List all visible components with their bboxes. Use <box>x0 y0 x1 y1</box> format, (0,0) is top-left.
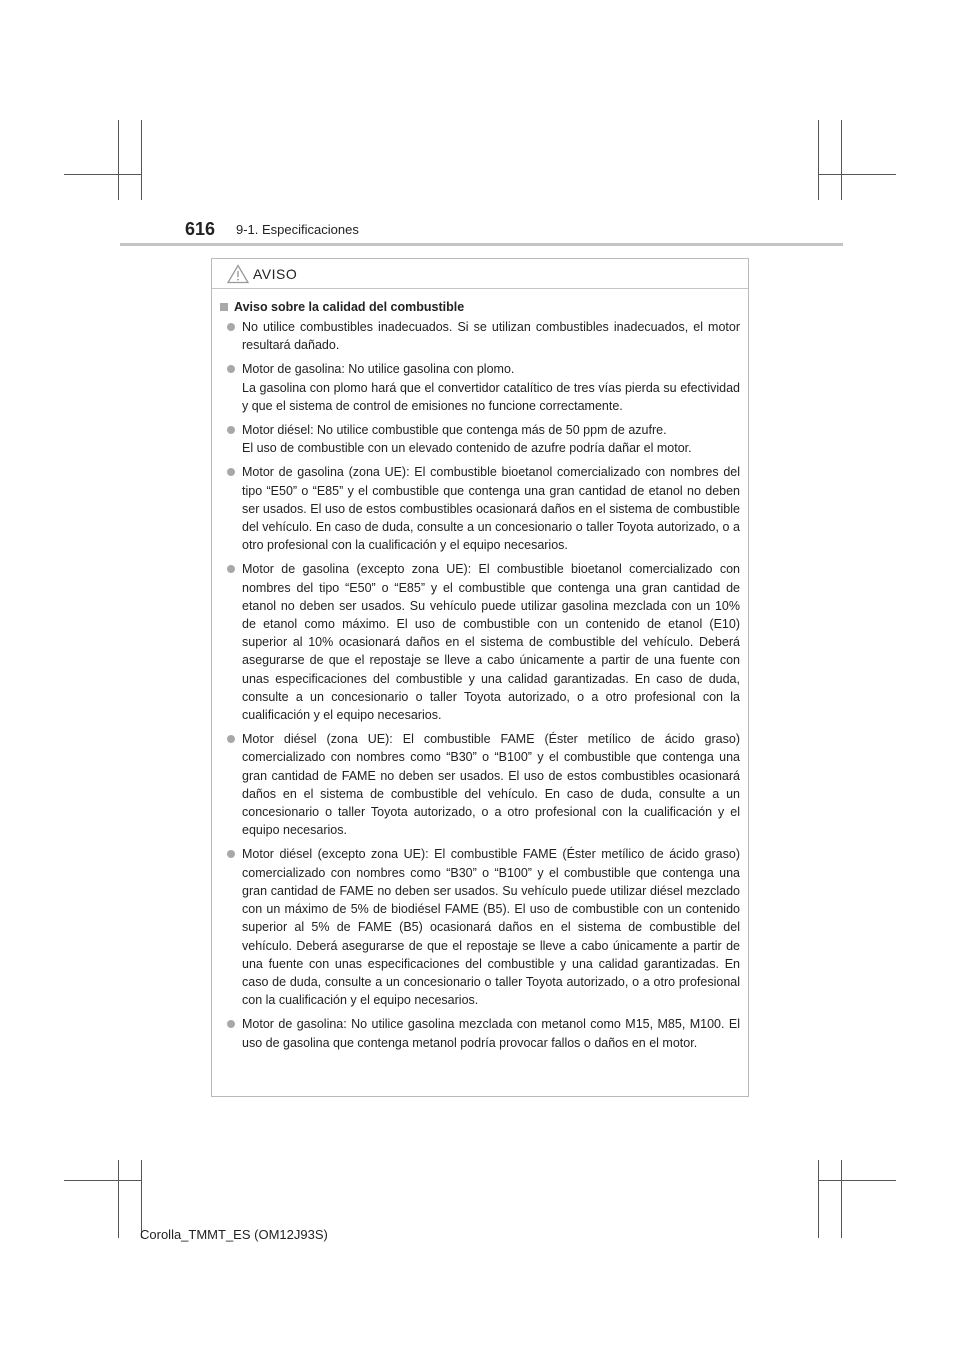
page-number: 616 <box>185 219 216 239</box>
crop-mark <box>841 120 842 200</box>
list-item <box>220 318 740 354</box>
bullet-dot-icon <box>227 365 235 373</box>
bullet-dot-icon <box>227 468 235 476</box>
bullet-dot-icon <box>227 323 235 331</box>
list-item-text: Motor de gasolina: No utilice gasolina con plomo. <box>242 362 515 377</box>
crop-mark <box>818 1180 896 1181</box>
warning-body <box>212 289 748 1052</box>
bullet-dot-icon <box>227 735 235 743</box>
list-item-text: Motor de gasolina: No utilice gasolina mezclada con metanol como M15, M85, M100. El uso de gasolina que contenga metanol podría provocar fallos o daños en el motor. <box>242 1017 740 1050</box>
list-item <box>220 360 740 415</box>
warning-box <box>211 258 749 1097</box>
list-item-text: Motor de gasolina (zona UE): El combustible bioetanol comercializado con nombres del tipo “E50” o “E85” y el combustible que contenga una gran cantidad de etanol no deben ser usados. El uso de estos combustibles ocasionará daños en el sistema de combustible del vehículo. En caso de duda, consulte a un concesionario o taller Toyota autorizado, o a otro profesional con la cualificación y el equipo necesarios. <box>242 465 740 553</box>
footer-code: Corolla_TMMT_ES (OM12J93S) <box>140 1227 328 1242</box>
crop-mark <box>118 120 119 200</box>
crop-mark <box>141 120 142 200</box>
list-item <box>220 730 740 839</box>
crop-mark <box>841 1160 842 1238</box>
square-bullet-icon <box>220 303 228 311</box>
warning-header <box>212 259 748 289</box>
list-item <box>220 421 740 457</box>
list-item-text: La gasolina con plomo hará que el convertidor catalítico de tres vías pierda su efectividad y que el sistema de control de emisiones no funcione correctamente. <box>242 380 740 413</box>
list-item-text: No utilice combustibles inadecuados. Si se utilizan combustibles inadecuados, el motor resultará dañado. <box>242 320 740 353</box>
crop-mark <box>818 174 896 175</box>
header-rule <box>120 243 843 246</box>
list-item-text: Motor diésel (excepto zona UE): El combustible FAME (Éster metílico de ácido graso) comercializado con nombres como “B30” o “B100” y el combustible que contenga una gran cantidad de FAME no deben ser usados. Su vehículo puede utilizar diésel mezclado con un máximo de 5% de biodiésel FAME (B5). El uso de combustible con un contenido superior al 5% de FAME (B5) ocasionará daños en el sistema de combustible del vehículo. Deberá asegurarse de que el repostaje se lleve a cabo únicamente a partir de una fuente con unas especificaciones del combustible y una calidad garantizadas. En caso de duda, consulte a un concesionario o taller Toyota autorizado, o a otro profesional con la cualificación y el equipo necesarios. <box>242 847 740 1008</box>
crop-mark <box>64 174 142 175</box>
subheading <box>220 300 740 314</box>
list-item-text: Motor diésel: No utilice combustible que contenga más de 50 ppm de azufre. <box>242 423 667 438</box>
crop-mark <box>64 1180 142 1181</box>
list-item-text: Motor diésel (zona UE): El combustible FAME (Éster metílico de ácido graso) comercializado con nombres como “B30” o “B100” y el combustible que contenga una gran cantidad de FAME no deben ser usados. El uso de estos combustibles ocasionará daños en el sistema de combustible del vehículo. En caso de duda, consulte a un concesionario o taller Toyota autorizado, o a otro profesional con la cualificación y el equipo necesarios. <box>242 732 740 838</box>
list-item <box>220 560 740 724</box>
list-item-text: El uso de combustible con un elevado contenido de azufre podría dañar el motor. <box>242 441 692 456</box>
list-item <box>220 463 740 554</box>
warning-label: AVISO <box>253 265 298 282</box>
list-item <box>220 845 740 1009</box>
bullet-list <box>220 318 740 1052</box>
list-item <box>220 1015 740 1051</box>
bullet-dot-icon <box>227 565 235 573</box>
crop-mark <box>818 1160 819 1238</box>
section-title: 9-1. Especificaciones <box>236 222 359 237</box>
bullet-dot-icon <box>227 850 235 858</box>
list-item-text: Motor de gasolina (excepto zona UE): El combustible bioetanol comercializado con nombres del tipo “E50” o “E85” y el combustible que contenga una gran cantidad de etanol no deben ser usados. Su vehículo puede utilizar gasolina mezclada con un 10% de etanol como máximo. El uso de combustible con un contenido de etanol (E10) superior al 10% ocasionará daños en el sistema de combustible del vehículo. Deberá asegurarse de que el repostaje se lleve a cabo únicamente a partir de una fuente con unas especificaciones del combustible y una calidad garantizadas. En caso de duda, consulte a un concesionario o taller Toyota autorizado, o a otro profesional con la cualificación y el equipo necesarios. <box>242 562 740 723</box>
subheading-text: Aviso sobre la calidad del combustible <box>234 300 465 314</box>
warning-triangle-icon <box>227 264 249 284</box>
crop-mark <box>818 120 819 200</box>
bullet-dot-icon <box>227 426 235 434</box>
bullet-dot-icon <box>227 1020 235 1028</box>
crop-mark <box>118 1160 119 1238</box>
